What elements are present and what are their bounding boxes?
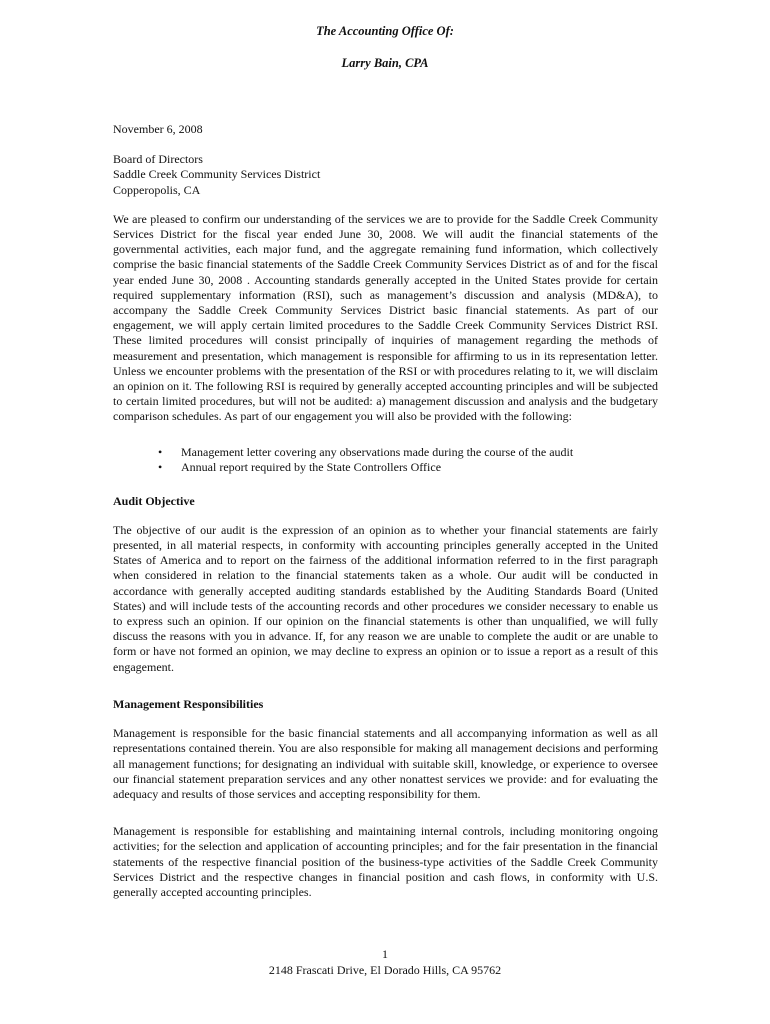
page-number: 1 [382,947,388,961]
footer-address: 2148 Frascati Drive, El Dorado Hills, CA 95762 [268,963,502,977]
intro-paragraph: We are pleased to confirm our understanding of the services we are to provide for the Saddle Creek Community Services District for the fiscal year ended June 30, 2008. We will audit the financial statements of the governmental activities, each major fund, and the aggregate remaining fund information, which collectively comprise the basic financial statements of the Saddle Creek Community Services District as of and for the fiscal year ended June 30, 2008 . Accounting standards generally accepted in the United States provide for certain required supplementary information (RSI), such as management’s discussion and analysis (MD&A), to accompany the Saddle Creek Community Services District basic financial statements. As part of our engagement, we will apply certain limited procedures to the Saddle Creek Community Services District RSI. These limited procedures will consist principally of inquiries of management regarding the methods of measurement and presentation, which management is responsible for affirming to us in its representation letter. Unless we encounter problems with the presentation of the RSI or with procedures relating to it, we will disclaim an opinion on it. The following RSI is required by generally accepted accounting principles and will be subjected to certain limited procedures, but will not be audited: a) management discussion and analysis and the budgetary comparison schedules. As part of our engagement you will also be provided with the following: [113,211,658,424]
letterhead-office: The Accounting Office Of: [316,24,454,38]
audit-objective-heading: Audit Objective [113,493,195,508]
list-item: • Management letter covering any observations made during the course of the audit [181,445,658,461]
letter-body [113,122,658,922]
recipient-line-1: Board of Directors [113,152,203,167]
deliverables-list [113,445,658,476]
recipient-address [113,152,658,198]
list-item: • Annual report required by the State Controllers Office [181,460,658,476]
audit-objective-paragraph: The objective of our audit is the expression of an opinion as to whether your financial statements are fairly presented, in all material respects, in conformity with accounting principles generally accepted in the United States of America and to report on the fairness of the additional information referred to in the first paragraph when considered in relation to the financial statements taken as a whole. Our audit will be conducted in accordance with generally accepted auditing standards established by the Auditing Standards Board (United States) and will include tests of the accounting records and other procedures we consider necessary to enable us to express such an opinion. If our opinion on the financial statements is other than unqualified, we will fully discuss the reasons with you in advance. If, for any reason we are unable to complete the audit or are unable to form or have not formed an opinion, we may decline to express an opinion or to issue a report as a result of this engagement. [113,522,658,674]
letterhead [0,24,770,71]
management-responsibilities-heading: Management Responsibilities [113,696,264,711]
recipient-line-2: Saddle Creek Community Services District [113,167,321,182]
recipient-line-3: Copperopolis, CA [113,182,201,197]
letter-date: November 6, 2008 [113,122,203,136]
management-responsibilities-paragraph-1: Management is responsible for the basic financial statements and all accompanying information as well as all representations contained therein. You are also responsible for making all management decisions and performing all management functions; for designating an individual with suitable skill, knowledge, or experience to oversee our financial statement preparation services and any other nonattest services we provide: and for evaluating the adequacy and results of those services and accepting responsibility for them. [113,726,658,801]
page-footer [0,946,770,978]
management-responsibilities-paragraph-2: Management is responsible for establishing and maintaining internal controls, including monitoring ongoing activities; for the selection and application of accounting principles; and for the fair presentation in the financial statements of the respective financial position of the business-type activities of the Saddle Creek Community Services District and the respective changes in financial position and cash flows, in conformity with U.S. generally accepted accounting principles. [113,824,658,899]
letterhead-name: Larry Bain, CPA [341,56,429,71]
